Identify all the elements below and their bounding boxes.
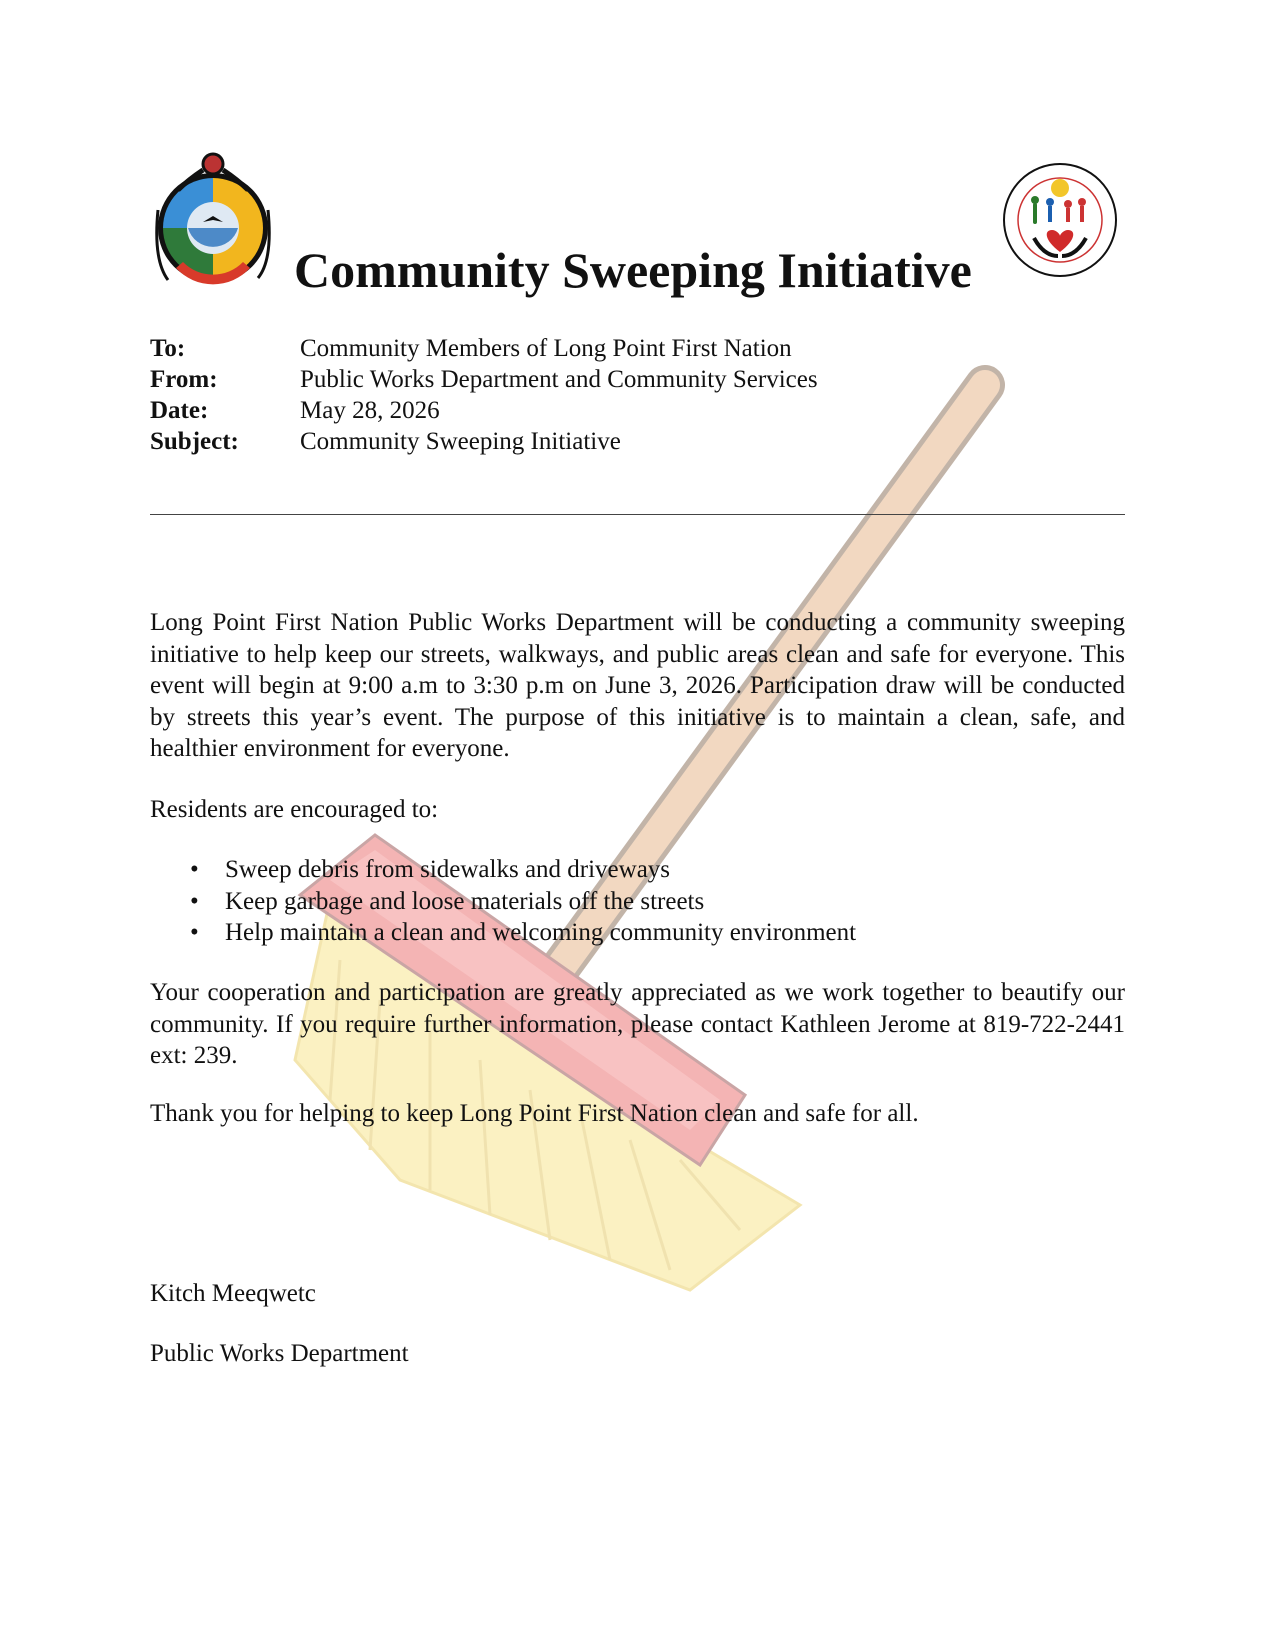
memo-subject-label: Subject: — [150, 428, 239, 455]
body-paragraph-contact: Your cooperation and participation are greatly appreciated as we work together to beautify our community. If you require further information, please contact Kathleen Jerome at 819-722-2441 ext: 239. — [150, 979, 1125, 1069]
bullet-icon: • — [190, 856, 199, 883]
signature-department: Public Works Department — [150, 1340, 409, 1367]
list-item — [150, 854, 1125, 886]
memo-to-value: Community Members of Long Point First Nation — [300, 335, 792, 362]
header-divider — [150, 514, 1125, 515]
memo-date-row — [150, 395, 818, 426]
page-title: Community Sweeping Initiative — [294, 242, 972, 298]
body-paragraph-intro: Long Point First Nation Public Works Department will be conducting a community sweeping initiative to help keep our streets, walkways, and public areas clean and safe for everyone. This event will begin at 9:00 a.m to 3:30 p.m on June 3, 2026. Participation draw will be conducted by streets this year’s event. The purpose of this initiative is to maintain a clean, safe, and healthier environment for everyone. — [150, 609, 1125, 762]
encouraged-actions-list — [150, 854, 1125, 949]
long-point-first-nation-logo — [148, 150, 278, 290]
list-item — [150, 886, 1125, 918]
list-item — [150, 917, 1125, 949]
bullet-icon: • — [190, 919, 199, 946]
memo-date-value: May 28, 2026 — [300, 397, 440, 424]
memo-from-value: Public Works Department and Community Services — [300, 366, 818, 393]
memo-subject-row — [150, 426, 818, 457]
list-item-text: Keep garbage and loose materials off the streets — [225, 887, 705, 915]
bullet-icon: • — [190, 887, 199, 915]
memo-to-row — [150, 333, 818, 364]
community-services-seal-logo — [1000, 150, 1120, 290]
memo-subject-value: Community Sweeping Initiative — [300, 428, 621, 455]
memo-from-row — [150, 364, 818, 395]
memo-to-label: To: — [150, 335, 186, 362]
body-paragraph-encouraged: Residents are encouraged to: — [150, 796, 439, 823]
body-paragraph-thanks: Thank you for helping to keep Long Point First Nation clean and safe for all. — [150, 1100, 919, 1127]
memo-header — [150, 333, 818, 457]
memo-from-label: From: — [150, 366, 218, 393]
list-item-text: Help maintain a clean and welcoming community environment — [225, 919, 857, 946]
list-item-text: Sweep debris from sidewalks and driveways — [225, 856, 671, 883]
signature-closing: Kitch Meeqwetc — [150, 1280, 316, 1307]
memo-date-label: Date: — [150, 397, 209, 424]
